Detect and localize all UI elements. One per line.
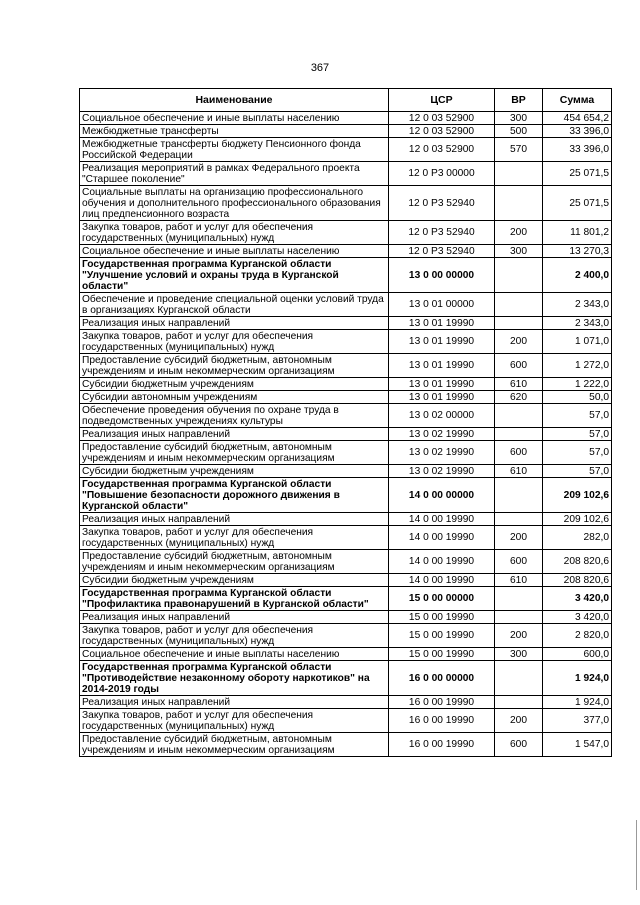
cell-csr: 13 0 02 00000 [389,404,495,428]
cell-name: Государственная программа Курганской области "Противодействие незаконному обороту наркотиков" на 2014-2019 годы [80,661,389,696]
cell-sum: 25 071,5 [543,186,612,221]
cell-sum: 1 222,0 [543,378,612,391]
cell-vr [495,696,543,709]
table-row [80,138,612,162]
table-row [80,661,612,696]
cell-vr: 300 [495,112,543,125]
cell-csr: 13 0 01 19990 [389,317,495,330]
column-header-vr: ВР [495,89,543,112]
cell-sum: 3 420,0 [543,587,612,611]
cell-vr: 600 [495,550,543,574]
cell-vr [495,258,543,293]
cell-name: Субсидии бюджетным учреждениям [80,378,389,391]
cell-name: Субсидии автономным учреждениям [80,391,389,404]
cell-sum: 33 396,0 [543,125,612,138]
cell-sum: 1 924,0 [543,661,612,696]
table-row [80,317,612,330]
cell-csr: 12 0 03 52900 [389,112,495,125]
cell-csr: 12 0 03 52900 [389,125,495,138]
table-row [80,648,612,661]
cell-sum: 209 102,6 [543,513,612,526]
cell-csr: 13 0 02 19990 [389,465,495,478]
cell-vr [495,611,543,624]
cell-name: Государственная программа Курганской области "Повышение безопасности дорожного движения в Курганской области" [80,478,389,513]
column-header-sum: Сумма [543,89,612,112]
cell-name: Субсидии бюджетным учреждениям [80,465,389,478]
cell-vr: 610 [495,378,543,391]
cell-name: Закупка товаров, работ и услуг для обеспечения государственных (муниципальных) нужд [80,221,389,245]
cell-sum: 2 820,0 [543,624,612,648]
cell-name: Предоставление субсидий бюджетным, автономным учреждениям и иным некоммерческим организациям [80,441,389,465]
cell-vr: 600 [495,354,543,378]
cell-csr: 12 0 P3 52940 [389,186,495,221]
budget-table [79,88,612,757]
table-row [80,330,612,354]
cell-vr [495,293,543,317]
cell-name: Закупка товаров, работ и услуг для обеспечения государственных (муниципальных) нужд [80,709,389,733]
cell-csr: 13 0 00 00000 [389,258,495,293]
cell-vr [495,478,543,513]
cell-sum: 57,0 [543,428,612,441]
cell-name: Закупка товаров, работ и услуг для обеспечения государственных (муниципальных) нужд [80,526,389,550]
cell-csr: 13 0 01 19990 [389,378,495,391]
cell-vr: 200 [495,624,543,648]
cell-csr: 15 0 00 19990 [389,648,495,661]
cell-sum: 11 801,2 [543,221,612,245]
table-row [80,404,612,428]
cell-csr: 13 0 01 19990 [389,391,495,404]
cell-csr: 14 0 00 19990 [389,574,495,587]
cell-sum: 377,0 [543,709,612,733]
table-row [80,186,612,221]
table-row [80,391,612,404]
cell-vr: 600 [495,733,543,757]
cell-name: Государственная программа Курганской области "Профилактика правонарушений в Курганской области" [80,587,389,611]
cell-vr: 300 [495,648,543,661]
cell-vr: 200 [495,330,543,354]
cell-vr: 200 [495,221,543,245]
cell-sum: 1 547,0 [543,733,612,757]
cell-sum: 600,0 [543,648,612,661]
cell-vr: 500 [495,125,543,138]
cell-name: Межбюджетные трансферты бюджету Пенсионного фонда Российской Федерации [80,138,389,162]
cell-vr: 570 [495,138,543,162]
table-row [80,293,612,317]
cell-name: Обеспечение проведения обучения по охране труда в подведомственных учреждениях культуры [80,404,389,428]
table-row [80,709,612,733]
cell-vr: 300 [495,245,543,258]
cell-name: Реализация иных направлений [80,696,389,709]
table-row [80,441,612,465]
cell-name: Закупка товаров, работ и услуг для обеспечения государственных (муниципальных) нужд [80,330,389,354]
table-row [80,526,612,550]
table-row [80,428,612,441]
cell-name: Государственная программа Курганской области "Улучшение условий и охраны труда в Курганской области" [80,258,389,293]
cell-csr: 15 0 00 00000 [389,587,495,611]
table-row [80,611,612,624]
cell-csr: 12 0 03 52900 [389,138,495,162]
cell-csr: 14 0 00 19990 [389,550,495,574]
cell-name: Субсидии бюджетным учреждениям [80,574,389,587]
cell-sum: 57,0 [543,465,612,478]
cell-vr: 200 [495,709,543,733]
cell-name: Предоставление субсидий бюджетным, автономным учреждениям и иным некоммерческим организациям [80,733,389,757]
cell-name: Обеспечение и проведение специальной оценки условий труда в организациях Курганской области [80,293,389,317]
cell-name: Социальное обеспечение и иные выплаты населению [80,112,389,125]
cell-vr [495,587,543,611]
cell-csr: 15 0 00 19990 [389,611,495,624]
table-row [80,624,612,648]
cell-name: Реализация иных направлений [80,428,389,441]
cell-sum: 208 820,6 [543,550,612,574]
cell-sum: 454 654,2 [543,112,612,125]
table-body [80,112,612,757]
cell-csr: 12 0 P3 52940 [389,221,495,245]
cell-sum: 282,0 [543,526,612,550]
cell-vr: 200 [495,526,543,550]
edge-mark [636,820,637,890]
table-row [80,245,612,258]
table-row [80,258,612,293]
cell-csr: 13 0 02 19990 [389,441,495,465]
cell-name: Предоставление субсидий бюджетным, автономным учреждениям и иным некоммерческим организациям [80,354,389,378]
table-row [80,465,612,478]
table-row [80,221,612,245]
table-row [80,587,612,611]
cell-csr: 13 0 01 19990 [389,330,495,354]
table-row [80,733,612,757]
column-header-name: Наименование [80,89,389,112]
cell-name: Реализация иных направлений [80,611,389,624]
cell-vr: 620 [495,391,543,404]
cell-csr: 16 0 00 19990 [389,733,495,757]
page-number: 367 [310,62,330,74]
cell-name: Закупка товаров, работ и услуг для обеспечения государственных (муниципальных) нужд [80,624,389,648]
cell-sum: 13 270,3 [543,245,612,258]
table-row [80,478,612,513]
cell-csr: 14 0 00 00000 [389,478,495,513]
cell-sum: 57,0 [543,441,612,465]
table-row [80,574,612,587]
cell-csr: 14 0 00 19990 [389,526,495,550]
table-row [80,378,612,391]
cell-sum: 1 071,0 [543,330,612,354]
cell-vr [495,162,543,186]
cell-csr: 12 0 P3 52940 [389,245,495,258]
table-row [80,125,612,138]
cell-name: Межбюджетные трансферты [80,125,389,138]
cell-sum: 25 071,5 [543,162,612,186]
cell-sum: 208 820,6 [543,574,612,587]
cell-name: Социальное обеспечение и иные выплаты населению [80,245,389,258]
cell-sum: 50,0 [543,391,612,404]
cell-name: Предоставление субсидий бюджетным, автономным учреждениям и иным некоммерческим организациям [80,550,389,574]
cell-csr: 13 0 02 19990 [389,428,495,441]
table-row [80,162,612,186]
cell-name: Реализация мероприятий в рамках Федерального проекта "Старшее поколение" [80,162,389,186]
cell-vr [495,317,543,330]
cell-csr: 15 0 00 19990 [389,624,495,648]
cell-vr [495,404,543,428]
table-row [80,696,612,709]
cell-sum: 2 343,0 [543,317,612,330]
cell-csr: 13 0 01 19990 [389,354,495,378]
cell-vr: 610 [495,465,543,478]
cell-csr: 14 0 00 19990 [389,513,495,526]
cell-csr: 16 0 00 19990 [389,696,495,709]
cell-sum: 3 420,0 [543,611,612,624]
cell-name: Социальные выплаты на организацию профессионального обучения и дополнительного профессионального образования лиц предпенсионного возраста [80,186,389,221]
table-row [80,550,612,574]
table-row [80,354,612,378]
cell-csr: 16 0 00 19990 [389,709,495,733]
table-row [80,112,612,125]
cell-name: Социальное обеспечение и иные выплаты населению [80,648,389,661]
cell-sum: 2 343,0 [543,293,612,317]
table-row [80,513,612,526]
cell-vr: 610 [495,574,543,587]
cell-sum: 33 396,0 [543,138,612,162]
cell-sum: 57,0 [543,404,612,428]
cell-name: Реализация иных направлений [80,513,389,526]
cell-vr: 600 [495,441,543,465]
cell-sum: 1 924,0 [543,696,612,709]
cell-csr: 12 0 P3 00000 [389,162,495,186]
cell-name: Реализация иных направлений [80,317,389,330]
column-header-csr: ЦСР [389,89,495,112]
cell-sum: 1 272,0 [543,354,612,378]
cell-vr [495,428,543,441]
cell-vr [495,513,543,526]
table-header-row [80,89,612,112]
cell-sum: 2 400,0 [543,258,612,293]
cell-sum: 209 102,6 [543,478,612,513]
cell-csr: 13 0 01 00000 [389,293,495,317]
cell-csr: 16 0 00 00000 [389,661,495,696]
cell-vr [495,186,543,221]
cell-vr [495,661,543,696]
